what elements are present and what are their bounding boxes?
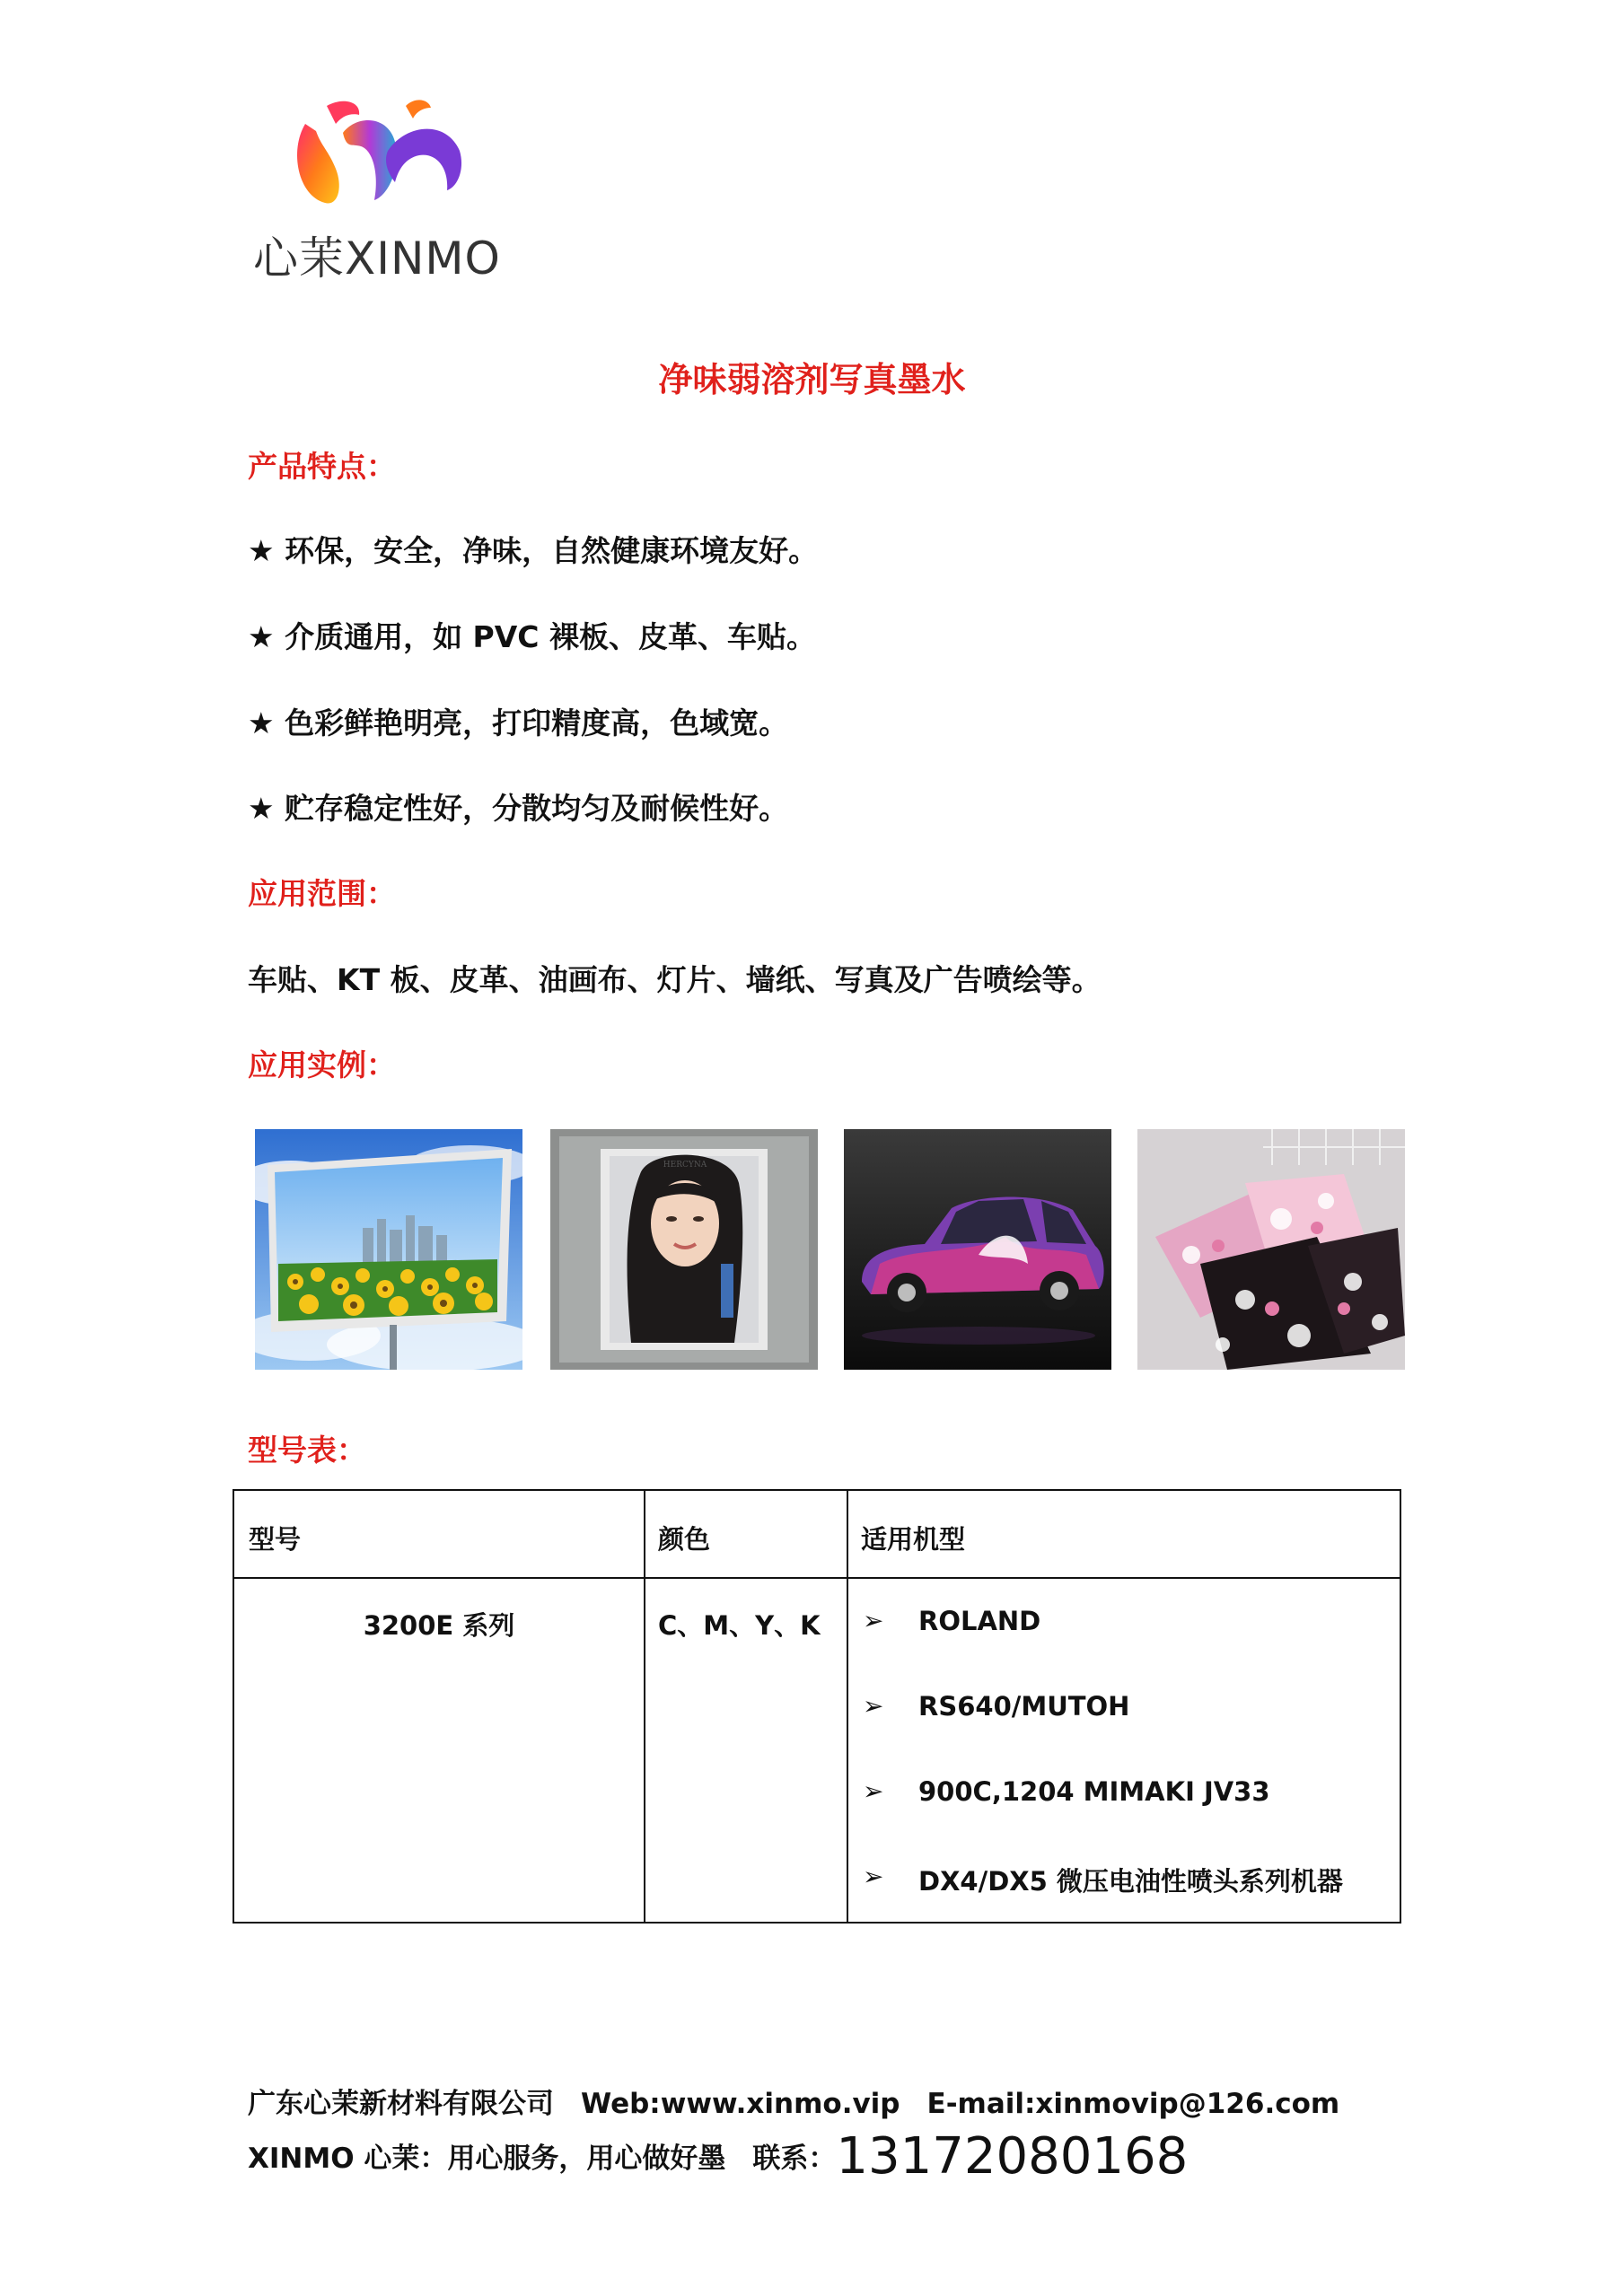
- table-divider: [234, 1577, 1400, 1579]
- billboard-photo: [255, 1129, 522, 1370]
- footer-slogan: XINMO 心茉：用心服务，用心做好墨: [248, 2143, 726, 2175]
- document-title: 净味弱溶剂写真墨水: [658, 360, 966, 399]
- arrow-bullet-icon: ➢: [863, 1606, 884, 1635]
- lightbox-brand-label: HERCYNA: [663, 1161, 707, 1170]
- footer-email: E-mail:xinmovip@126.com: [926, 2088, 1340, 2120]
- scope-text: 车贴、KT 板、皮革、油画布、灯片、墙纸、写真及广告喷绘等。: [248, 962, 1102, 997]
- table-divider: [847, 1491, 848, 1922]
- printer-item: ROLAND: [918, 1606, 1041, 1636]
- arrow-bullet-icon: ➢: [863, 1862, 884, 1891]
- feature-item: ★ 介质通用，如 PVC 裸板、皮革、车贴。: [248, 619, 816, 654]
- feature-item: ★ 环保，安全，净味，自然健康环境友好。: [248, 533, 819, 568]
- lightbox-photo: [550, 1129, 818, 1370]
- feature-item: ★ 色彩鲜艳明亮，打印精度高，色域宽。: [248, 705, 789, 741]
- table-divider: [644, 1491, 645, 1922]
- header-model: 型号: [249, 1524, 302, 1555]
- logo-brand-cn: 心茉: [253, 232, 345, 285]
- logo-mark-icon: [289, 97, 469, 214]
- footer-company-line: [248, 2081, 1339, 2121]
- header-color: 颜色: [658, 1524, 711, 1555]
- color-value: C、M、Y、K: [658, 1610, 821, 1641]
- footer-web: Web:www.xinmo.vip: [581, 2088, 900, 2120]
- footer-phone: 13172080168: [836, 2127, 1189, 2186]
- printer-item: 900C,1204 MIMAKI JV33: [918, 1776, 1270, 1807]
- footer-contact-label: 联系：: [752, 2143, 837, 2175]
- model-value: 3200E 系列: [363, 1610, 515, 1641]
- car-wrap-photo: [844, 1129, 1111, 1370]
- examples-heading: 应用实例：: [248, 1047, 396, 1082]
- feature-item: ★ 贮存稳定性好，分散均匀及耐候性好。: [248, 791, 789, 826]
- printer-item: DX4/DX5 微压电油性喷头系列机器: [918, 1866, 1343, 1897]
- model-table: [233, 1489, 1401, 1924]
- logo-text: [253, 223, 501, 287]
- models-heading: 型号表：: [248, 1433, 366, 1468]
- arrow-bullet-icon: ➢: [863, 1776, 884, 1806]
- footer-company: 广东心茉新材料有限公司: [248, 2088, 554, 2120]
- scope-heading: 应用范围：: [248, 876, 396, 911]
- features-heading: 产品特点：: [248, 449, 396, 484]
- printer-item: RS640/MUTOH: [918, 1691, 1130, 1722]
- header-printers: 适用机型: [861, 1524, 966, 1555]
- bags-photo: [1137, 1129, 1405, 1370]
- logo-brand-en: XINMO: [345, 232, 501, 285]
- arrow-bullet-icon: ➢: [863, 1691, 884, 1721]
- footer-contact-line: [248, 2127, 1188, 2186]
